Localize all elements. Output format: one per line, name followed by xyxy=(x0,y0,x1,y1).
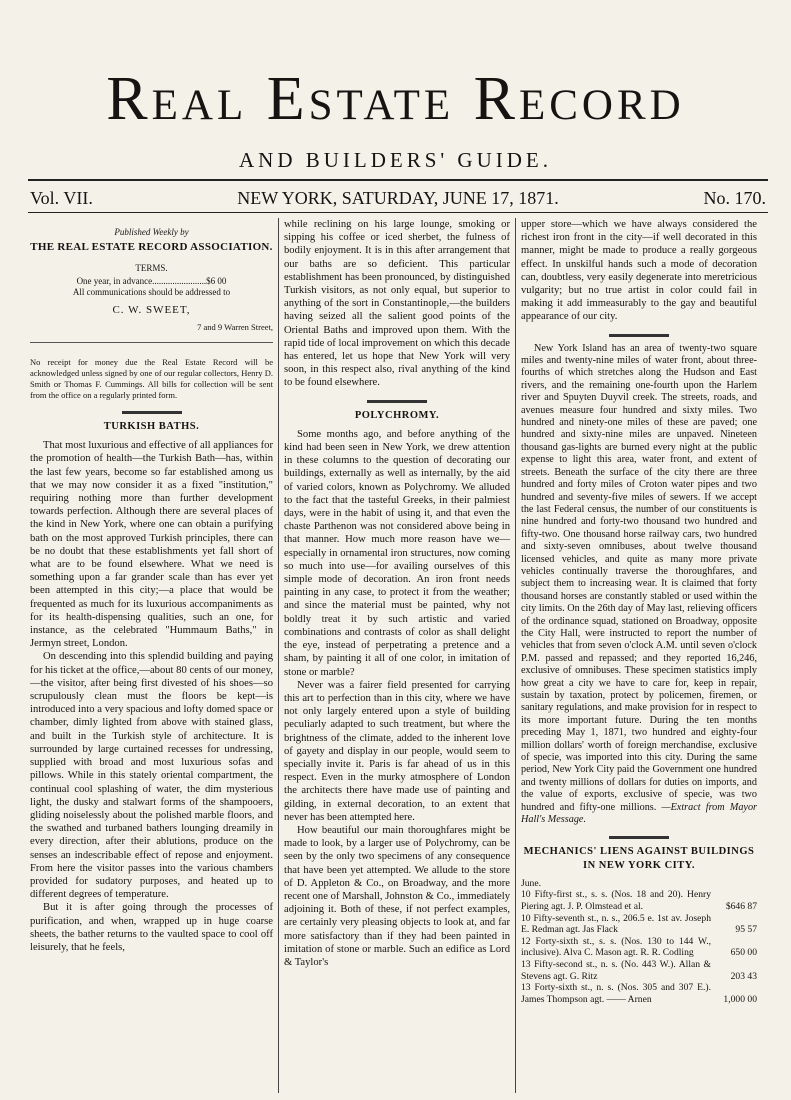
lien-text: 12 Forty-sixth st., s. s. (Nos. 130 to 144 W., inclusive). Alva C. Mason agt. R. R. Codling xyxy=(521,935,711,959)
contact-address: 7 and 9 Warren Street, xyxy=(197,321,273,332)
article-heading: POLYCHROMY. xyxy=(354,409,440,421)
column-2 xyxy=(284,218,510,969)
column-divider xyxy=(515,218,516,1093)
issue-date: NEW YORK, SATURDAY, JUNE 17, 1871. xyxy=(237,188,559,208)
list-item xyxy=(521,936,757,959)
divider xyxy=(30,342,273,343)
article-heading: TURKISH BATHS. xyxy=(103,421,200,433)
list-item xyxy=(521,913,757,936)
dateline xyxy=(30,187,766,209)
receipt-notice: No receipt for money due the Real Estate Record will be acknowledged unless signed by one of our regular collectors, Henry D. Smith or Thomas F. Cummings. All bills for collection will be sent from the office on a regularly printed form. xyxy=(30,357,273,401)
ornament-rule xyxy=(609,836,669,839)
masthead-title: Real Estate Record xyxy=(106,65,685,133)
lien-text: 13 Fifty-second st., n. s. (No. 443 W.). Allan & Stevens agt. G. Ritz xyxy=(521,959,711,982)
column-1 xyxy=(30,218,273,954)
article-paragraph: Never was a fairer field presented for carrying this art to perfection than in this city, where we have not only largely entered upon a style of building peculiarly adapted to such treatment, but where the brightness of the climate, added to the inherent love of gayety and display in our people, would seem to specially invite it. Paris is far ahead of us in this respect. Even in the murky atmosphere of London the architects there have made use of painting and gilding, in external decoration, to an extent that never has been attempted here. xyxy=(284,679,510,823)
liens-list xyxy=(521,878,757,1006)
lien-amount: 95 57 xyxy=(735,924,757,936)
ornament-rule xyxy=(609,334,669,337)
contact-name: C. W. SWEET, xyxy=(112,303,191,316)
article-paragraph xyxy=(521,343,757,827)
column-divider xyxy=(278,218,279,1093)
list-item xyxy=(521,959,757,982)
lien-amount: 203 43 xyxy=(730,970,757,982)
volume-label: Vol. VII. xyxy=(30,188,93,208)
lien-text: 10 Fifty-first st., s. s. (Nos. 18 and 20). Henry Piering agt. J. P. Olmstead et al. xyxy=(521,889,711,913)
header-rule-top xyxy=(28,179,768,181)
ornament-rule xyxy=(122,411,182,414)
article-paragraph: On descending into this splendid building and paying for his ticket at the office,—about 80 cents of our money,—the visitor, after being first divested of his shoes—so scrupulously clean must the floors be kept—is introduced into a very spacious and lofty domed space or chamber, dimly lighted from above with stained glass, and built in the Turkish style of architecture. It is surrounded by large curtained recesses for undressing, supplied with broad and most luxurious sofas and pillows. While in this stately oriental compartment, the continual cool splashing of water, the dim mysterious light, the dusky and stalwart forms of the shampooers, gliding noiselessly about the polished marble floors, and the swathed and turbaned bathers lounging dreamily in every direction, after their ablutions, produce on the senses an indescribable effect of repose and enjoyment. From here the visitor passes into the various chambers provided for sudatory purposes, and heated up to different degrees of temperature. xyxy=(30,651,273,901)
lien-amount: 1,000 00 xyxy=(723,993,757,1005)
masthead-subtitle: AND BUILDERS' GUIDE. xyxy=(238,148,553,172)
lien-text: 10 Fifty-seventh st., n. s., 206.5 e. 1st av. Joseph E. Redman agt. Jas Flack xyxy=(521,912,711,936)
header-rule-bottom xyxy=(28,212,768,213)
lien-text: 13 Forty-sixth st., n. s. (Nos. 305 and 307 E.). James Thompson agt. —— Arnen xyxy=(521,982,711,1005)
terms-label: TERMS. xyxy=(135,263,168,274)
article-paragraph: How beautiful our main thoroughfares might be made to look, by a larger use of Polychromy, can be seen by the only two specimens of any consequence that have been yet attempted. We allude to the store of D. Appleton & Co., on Broadway, and the more recent one of Marshall, Johnston & Co., immediately adjoining it. Both of these, if not perfect examples, are certainly very pleasing objects to look at, and far more satisfactory than if they had been painted in imitation of stone or marble. Such an edifice as Lord & Taylor's xyxy=(284,824,510,968)
nyi-source: —Extract from Mayor Hall's Message. xyxy=(521,801,757,826)
issue-number: No. 170. xyxy=(703,188,766,208)
article-paragraph: while reclining on his large lounge, smoking or sipping his coffee or iced sherbet, the fulness of bodily enjoyment. It is in this after arrangement that our baths are so deficient. This particular establishment has been pronounced, by distinguished Turkish visitors, as not only equal, but superior to anything of the sort in Constantinople,—the builders having seized all the salient good points of the Oriental Baths and improved upon them. With the rapid tide of local improvement on which this decade has entered, let us hope that New York will very soon, in this respect also, rival anything of the kind to be found elsewhere. xyxy=(284,219,510,389)
article-paragraph: But it is after going through the processes of purification, and when, wrapped up in huge coarse sheets, the bather returns to the vaulted space to cool off leisurely, that he feels, xyxy=(30,902,273,953)
article-paragraph: upper store—which we have always considered the richest iron front in the city—if well decorated in this manner, might be made to produce a really gorgeous effect. In unskilful hands such a mode of decoration can, doubtless, very easily degenerate into meretricious vulgarity; but no true artist in color could fail in making it add immeasurably to the gay and beautiful appearance of our city. xyxy=(521,219,757,323)
association-name: THE REAL ESTATE RECORD ASSOCIATION. xyxy=(30,241,273,254)
liens-month: June. xyxy=(521,877,541,889)
column-3 xyxy=(521,218,757,1005)
list-item xyxy=(521,982,757,1005)
article-paragraph: Some months ago, and before anything of the kind had been seen in New York, we drew attention in these columns to the question of decorating our buildings, externally as well as internally, by the aid of varied colors, known as Polychromy. We alluded to the fact that the tasteful Greeks, in their palmiest days, were in the habit of using it, and that even the chaste Parthenon was not considered above being in that manner. How much more reason have we—especially in ornamental iron structures, now coming so much into use—for availing ourselves of this simple mode of decoration. An iron front needs painting in any case, to protect it from the weather; and since the material must be painted, why not boldly treat it by such artistic and varied combinations and contrasts of color as shall delight the eye, instead of perpetrating a pretence and a sham, by painting it all of one color, in imitation of stone or marble? xyxy=(284,428,510,678)
nyi-text: New York Island has an area of twenty-two square miles and twenty-nine miles of water front, about three-fourths of which stretches along the Hudson and East rivers, and the remaining one-fourth upon the Harlem river and Spuyten Duyvil creek. The streets, roads, and avenues measure four hundred and sixty miles. Two hundred and ninety-one miles of these are paved; one hundred and sixty-nine miles are unpaved. Nineteen thousand gas-lights are burned every night at the public expense to light this area, water front, and extent of streets. Beneath the surface of the city there are three hundred and forty miles of Croton water pipes and two hundred and seventy-five miles of sewers. If we accept the last Federal census, the number of our constituents is nine hundred and forty-two thousand two hundred and fifty-two. One thousand horse railway cars, two hundred and sixty-seven omnibuses, about twelve thousand licensed vehicles, and quite as many more private vehicles continually traverse the thoroughfares, and subject them to increasing wear. It is claimed that forty thousand horses are constantly stabled or used within the city limits. On the 26th day of May last, relieving officers of the ordinance squad, stationed on Broadway, opposite the City Hall, were instructed to report the number of vehicles that from seven o'clock A.M. until seven o'clock P.M. passed and repassed; and they reported 16,246, exclusive of omnibuses. These specimen statistics imply how great a city we have to care for, keep in repair, sustain by taxation, protect by policemen, firemen, or sanitary regulations, and make provision for in respect to its more important future. During the ten months preceding May 1, 1871, two hundred and eighty-four million dollars' worth of foreign merchandise, exclusive of specie, was imported into this city. During the same period, New York City paid the Government one hundred and twenty millions of dollars for duties on imports, and the value of exports, exclusive of specie, was two hundred and fifty-one millions. xyxy=(521,342,757,813)
subscription-price: One year, in advance........................$6 00 xyxy=(76,275,227,286)
article-paragraph: That most luxurious and effective of all appliances for the promotion of health—the Turkish Bath—has, within the last few years, become so far established among us that we may now consider it as a fixed "institution," requiring nothing more than further development towards perfection. Although there are several places of the kind in New York, where one can obtain a purifying bath on the most approved Turkish principles, there can be no doubt that these establishments yet fall short of what are to be found elsewhere. What we need is something upon a far grander scale than has ever yet been attempted in this city;—a place that would be frequented as much for its luxurious accompaniments as for its health-dispensing qualities, such an one, for instance, as the celebrated "Hummaum Baths," in Jermyn street, London. xyxy=(30,440,273,650)
article-heading: MECHANICS' LIENS AGAINST BUILDINGS IN NEW YORK CITY. xyxy=(523,846,755,871)
communications-note: All communications should be addressed to xyxy=(72,286,231,297)
list-item xyxy=(521,889,757,912)
lien-amount: 650 00 xyxy=(730,947,757,959)
ornament-rule xyxy=(367,400,427,403)
lien-amount: $646 87 xyxy=(725,901,757,913)
published-weekly: Published Weekly by xyxy=(114,227,189,237)
